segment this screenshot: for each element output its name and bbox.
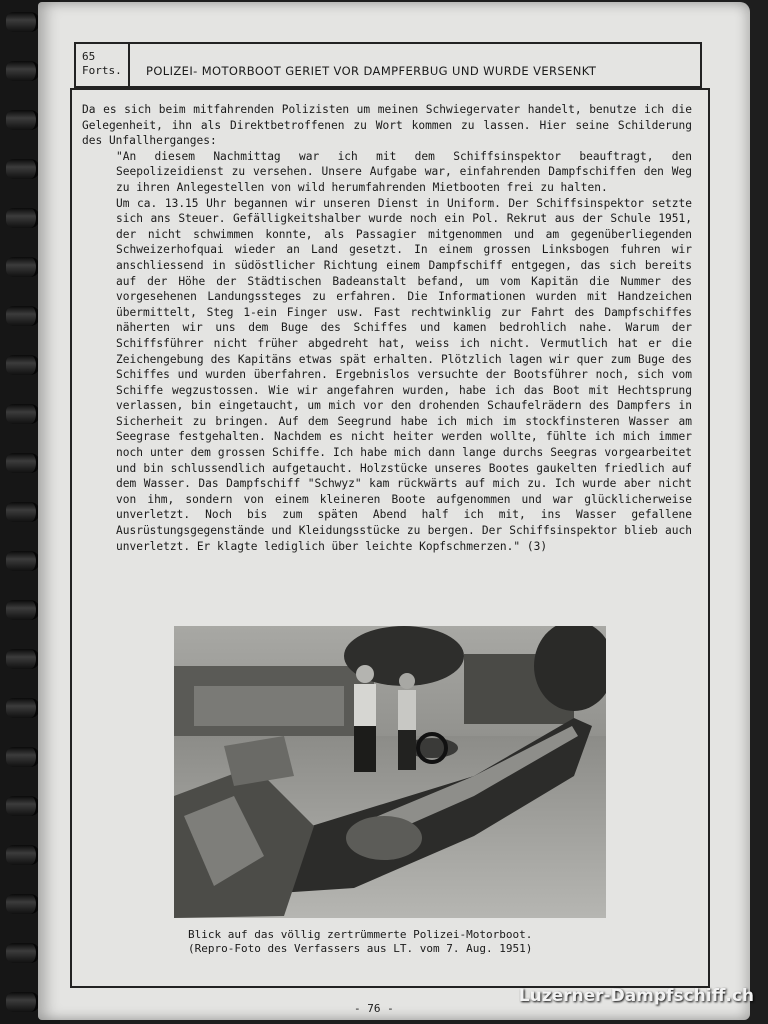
binding-ring bbox=[6, 502, 40, 522]
binding-ring bbox=[6, 600, 40, 620]
binding-ring bbox=[6, 110, 40, 130]
document-page bbox=[38, 2, 750, 1020]
chapter-number: 65 bbox=[82, 50, 96, 63]
wrecked-boat-photo-illustration bbox=[174, 626, 606, 918]
binding-ring bbox=[6, 698, 40, 718]
chapter-continued-label: Forts. bbox=[82, 64, 122, 77]
intro-paragraph: Da es sich beim mitfahrenden Polizisten um meinen Schwiegervater handelt, benutze ich die Gelegenheit, ihn als Direktbetroffenen zu Wort kommen zu lassen. Hier seine Schilderung des Unfallherganges: bbox=[82, 103, 692, 148]
binding-ring bbox=[6, 306, 40, 326]
binding-ring bbox=[6, 12, 40, 32]
binding-ring bbox=[6, 404, 40, 424]
binding-ring bbox=[6, 747, 40, 767]
binding-ring bbox=[6, 355, 40, 375]
photo-caption-line-2: (Repro-Foto des Verfassers aus LT. vom 7. Aug. 1951) bbox=[188, 942, 533, 955]
binding-ring bbox=[6, 649, 40, 669]
chapter-title: POLIZEI- MOTORBOOT GERIET VOR DAMPFERBUG UND WURDE VERSENKT bbox=[146, 64, 597, 78]
article-text bbox=[82, 102, 692, 554]
binding-ring bbox=[6, 943, 40, 963]
account-paragraph: Um ca. 13.15 Uhr begannen wir unseren Dienst in Uniform. Der Schiffsinspektor setzte sich ans Steuer. Gefälligkeitshalber wurde noch ein Pol. Rekrut aus der Schule 1951, der nicht schwimmen konnte, als Passagier mitgenommen und am gegenüberliegenden Schweizerhofquai wieder an Land gesetzt. In einem grossen Linksbogen fuhren wir anschliessend in südöstlicher Richtung einem Dampfschiff entgegen, das sich bereits auf der Höhe der Städtischen Badeanstalt befand, um vom Kapitän die Nummer des vorgesehenen Landungssteges zu erfahren. Die Informationen wurden mit Handzeichen übermittelt, Steg 1-ein Finger usw. Fast rechtwinklig zur Fahrt des Dampfschiffes näherten wir uns dem Buge des Schiffes und kamen bedrohlich nahe. Warum der Schiffsführer nicht früher abgedreht hat, weiss ich nicht. Vermutlich hat er die Zeichengebung des Kapitäns etwas spät erhalten. Plötzlich lagen wir quer zum Buge des Schiffes und wurden überfahren. Ergebnislos versuchte der Bootsführer noch, sich vom Schiffe wegzustossen. Wie wir angefahren wurden, habe ich das Boot mit Hechtsprung verlassen, bin eingetaucht, um mich vor den drohenden Schaufelrädern des Dampfers in Sicherheit zu bringen. Auf dem Seegrund habe ich mich im stockfinsteren Wasser am Seegrase festgehalten. Nachdem es nicht heiter werden wollte, fühlte ich mich immer noch unter dem grossen Schiffe. Ich habe mich dann lange durchs Seegras vorgearbeitet und bin schlussendlich aufgetaucht. Holzstücke unseres Bootes gaukelten friedlich auf dem Wasser. Das Dampfschiff "Schwyz" kam rückwärts auf mich zu. Ich wurde aber nicht von ihm, sondern von einem kleineren Boote aufgenommen und war glücklicherweise unverletzt. Noch bis zum späten Abend half ich mit, ins Wasser gefallene Ausrüstungsgegenstände und Kleidungsstücke zu bergen. Der Schiffsinspektor blieb auch unverletzt. Er klagte lediglich über leichte Kopfschmerzen." (3) bbox=[116, 196, 692, 553]
page-number: - 76 - bbox=[354, 1002, 394, 1015]
quote-paragraph: "An diesem Nachmittag war ich mit dem Schiffsinspektor beauftragt, den Seepolizeidienst zu versehen. Unsere Aufgabe war, einfahrenden Dampfschiffen den Weg zu ihren Anlegestellen von wild herumfahrenden Mietbooten frei zu halten. bbox=[116, 149, 692, 194]
photo-caption-line-1: Blick auf das völlig zertrümmerte Polizei-Motorboot. bbox=[188, 928, 533, 941]
binding-ring bbox=[6, 61, 40, 81]
binding-ring bbox=[6, 551, 40, 571]
binding-ring bbox=[6, 796, 40, 816]
binding-ring bbox=[6, 257, 40, 277]
binding-ring bbox=[6, 208, 40, 228]
chapter-header bbox=[74, 42, 702, 88]
binding-ring bbox=[6, 453, 40, 473]
binding-ring bbox=[6, 845, 40, 865]
binding-ring bbox=[6, 159, 40, 179]
photo-caption bbox=[188, 928, 608, 956]
site-watermark: Luzerner-Dampfschiff.ch bbox=[518, 986, 754, 1006]
binding-ring bbox=[6, 894, 40, 914]
binding-ring bbox=[6, 992, 40, 1012]
wrecked-boat-photo bbox=[174, 626, 606, 918]
chapter-number-box bbox=[76, 44, 130, 86]
